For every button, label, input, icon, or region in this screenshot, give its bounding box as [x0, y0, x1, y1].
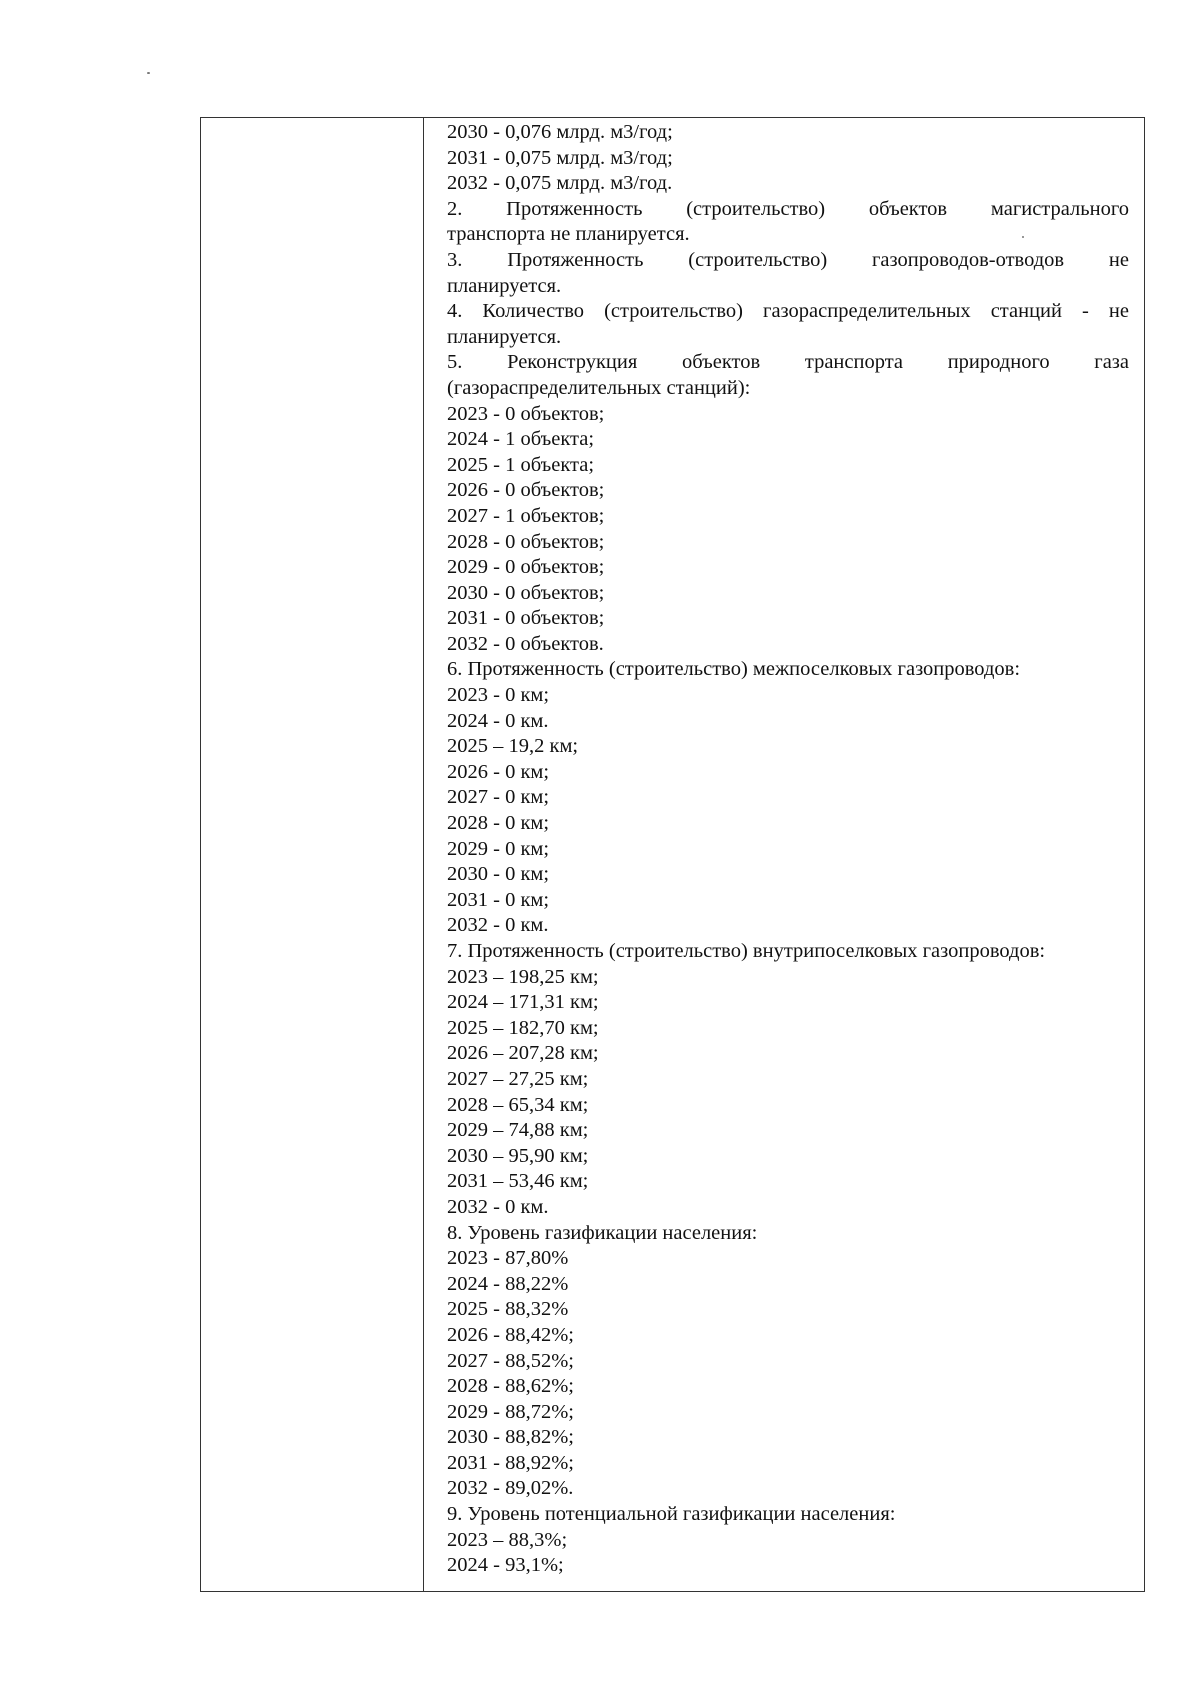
document-line: 2029 - 0 км; — [447, 837, 550, 860]
document-line: 2029 – 74,88 км; — [447, 1119, 589, 1142]
document-line: 2025 - 1 объекта; — [447, 453, 595, 476]
document-line: 8. Уровень газификации населения: — [447, 1221, 758, 1244]
scan-speck — [147, 72, 150, 74]
document-line: 2029 - 88,72%; — [447, 1400, 574, 1423]
document-line: 2028 - 88,62%; — [447, 1375, 574, 1398]
document-line: 2028 – 65,34 км; — [447, 1093, 589, 1116]
document-line: 2025 - 88,32% — [447, 1298, 569, 1321]
document-line: 2024 - 88,22% — [447, 1272, 569, 1295]
document-line: 2026 – 207,28 км; — [447, 1042, 599, 1065]
document-line: 9. Уровень потенциальной газификации населения: — [447, 1503, 896, 1526]
document-line: планируется. — [447, 325, 562, 348]
document-table — [200, 117, 1145, 1592]
document-line: 2031 - 0 км; — [447, 888, 550, 911]
document-line: 3. Протяженность (строительство) газопроводов-отводов не — [447, 248, 1129, 271]
document-line: 2025 – 19,2 км; — [447, 735, 579, 758]
document-line: 2024 - 0 км. — [447, 709, 549, 732]
document-line: 2032 - 0,075 млрд. м3/год. — [447, 172, 673, 195]
document-line: 2026 - 0 км; — [447, 760, 550, 783]
document-line: 2031 - 88,92%; — [447, 1451, 574, 1474]
document-line: 2032 - 89,02%. — [447, 1477, 574, 1500]
document-line: 2030 - 0 км; — [447, 863, 550, 886]
document-line: 2027 – 27,25 км; — [447, 1067, 589, 1090]
document-line: 2030 - 0,076 млрд. м3/год; — [447, 121, 673, 143]
document-line: 2023 - 0 км; — [447, 684, 550, 707]
document-line: 4. Количество (строительство) газораспределительных станций - не — [447, 300, 1129, 323]
document-line: 2025 – 182,70 км; — [447, 1016, 599, 1039]
document-line: 2031 - 0,075 млрд. м3/год; — [447, 146, 673, 169]
table-column-divider — [423, 118, 424, 1591]
document-line: 2024 - 1 объекта; — [447, 428, 595, 451]
document-line: 2029 - 0 объектов; — [447, 556, 605, 579]
document-line: (газораспределительных станций): — [447, 376, 751, 399]
document-line: 6. Протяженность (строительство) межпоселковых газопроводов: — [447, 658, 1021, 681]
document-line: 2023 - 87,80% — [447, 1247, 569, 1270]
document-line: 2031 - 0 объектов; — [447, 607, 605, 630]
document-line: 2023 – 88,3%; — [447, 1528, 568, 1551]
document-line: 2023 – 198,25 км; — [447, 965, 599, 988]
document-line: 2026 - 0 объектов; — [447, 479, 605, 502]
document-line: 2026 - 88,42%; — [447, 1323, 574, 1346]
document-line: 2023 - 0 объектов; — [447, 402, 605, 425]
document-line: 2024 - 93,1%; — [447, 1554, 564, 1577]
document-line: 2028 - 0 объектов; — [447, 530, 605, 553]
document-line: транспорта не планируется. — [447, 223, 690, 246]
document-line: 2. Протяженность (строительство) объектов магистрального — [447, 197, 1129, 220]
document-line: планируется. — [447, 274, 562, 297]
document-line: 2027 - 88,52%; — [447, 1349, 574, 1372]
document-line: 2032 - 0 объектов. — [447, 632, 604, 655]
document-line: 2030 - 0 объектов; — [447, 581, 605, 604]
document-line: 2028 - 0 км; — [447, 812, 550, 835]
document-line: 2030 – 95,90 км; — [447, 1144, 589, 1167]
document-line: 2030 - 88,82%; — [447, 1426, 574, 1449]
table-content-cell — [447, 120, 1129, 1579]
document-line: 2032 - 0 км. — [447, 914, 549, 937]
document-line: 7. Протяженность (строительство) внутрипоселковых газопроводов: — [447, 940, 1046, 962]
document-line: 5. Реконструкция объектов транспорта природного газа — [447, 351, 1129, 374]
document-line: 2027 - 1 объектов; — [447, 504, 605, 527]
document-line: 2031 – 53,46 км; — [447, 1170, 589, 1193]
document-line: 2024 – 171,31 км; — [447, 991, 599, 1014]
document-line: 2027 - 0 км; — [447, 786, 550, 809]
document-line: 2032 - 0 км. — [447, 1195, 549, 1218]
